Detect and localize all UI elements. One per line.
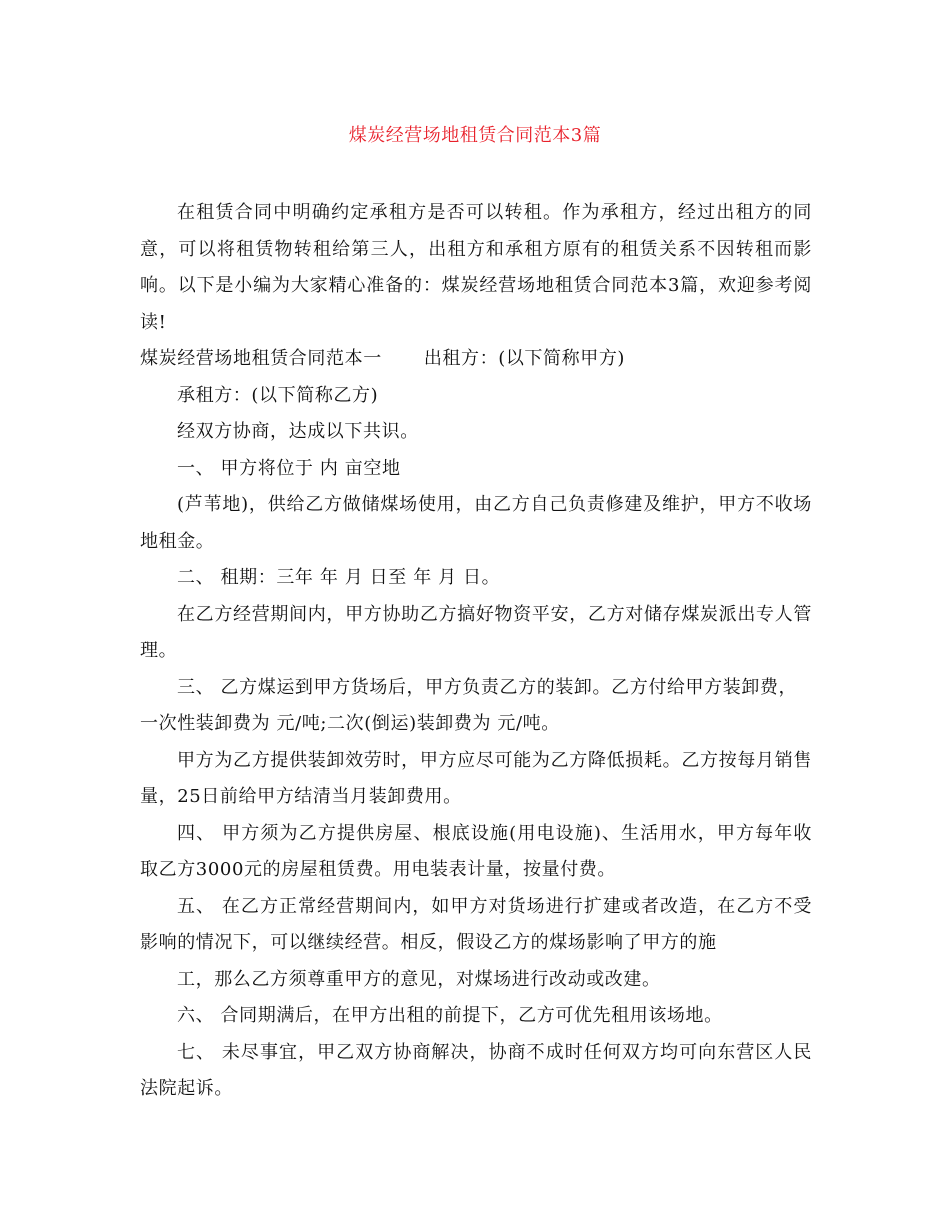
clause-2-b: 在乙方经营期间内，甲方协助乙方搞好物资平安，乙方对储存煤炭派出专人管理。 [140,603,812,661]
document-body [140,195,812,1108]
clause-1-a: 一、 甲方将位于 内 亩空地 [177,457,401,479]
section-heading: 煤炭经营场地租赁合同范本一 [140,348,382,369]
clause-3-c: 甲方为乙方提供装卸效劳时，甲方应尽可能为乙方降低损耗。乙方按每月销售量，25日前给甲方结清当月装卸费用。 [140,749,812,807]
clause-5-b: 工，那么乙方须尊重甲方的意见，对煤场进行改动或改建。 [177,968,661,990]
clause-5-a: 五、 在乙方正常经营期间内，如甲方对货场进行扩建或者改造，在乙方不受影响的情况下，可以继续经营。相反，假设乙方的煤场影响了甲方的施 [140,895,812,953]
lessor-line: 出租方：(以下简称甲方) [423,348,626,369]
clause-4: 四、 甲方须为乙方提供房屋、根底设施(用电设施)、生活用水，甲方每年收取乙方3000元的房屋租赁费。用电装表计量，按量付费。 [140,822,812,880]
clause-1-b: (芦苇地)，供给乙方做储煤场使用，由乙方自己负责修建及维护，甲方不收场地租金。 [140,494,812,552]
clause-3-b: 一次性装卸费为 元/吨;二次(倒运)装卸费为 元/吨。 [140,713,560,734]
consensus-line: 经双方协商，达成以下共识。 [177,421,419,442]
section-heading-line [140,341,812,378]
document-title: 煤炭经营场地租赁合同范本3篇 [348,125,602,146]
clause-3-a: 三、 乙方煤运到甲方货场后，甲方负责乙方的装卸。乙方付给甲方装卸费， [177,676,798,698]
clause-7: 七、 未尽事宜，甲乙双方协商解决，协商不成时任何双方均可向东营区人民法院起诉。 [140,1041,812,1099]
lessee-line: 承租方：(以下简称乙方) [177,384,379,406]
intro-paragraph: 在租赁合同中明确约定承租方是否可以转租。作为承租方，经过出租方的同意，可以将租赁物转租给第三人，出租方和承租方原有的租赁关系不因转租而影响。以下是小编为大家精心准备的：煤炭经营场地租赁合同范本3篇，欢迎参考阅读! [140,202,812,333]
clause-6: 六、 合同期满后，在甲方出租的前提下，乙方可优先租用该场地。 [177,1005,723,1026]
clause-2-a: 二、 租期：三年 年 月 日至 年 月 日。 [177,567,501,588]
